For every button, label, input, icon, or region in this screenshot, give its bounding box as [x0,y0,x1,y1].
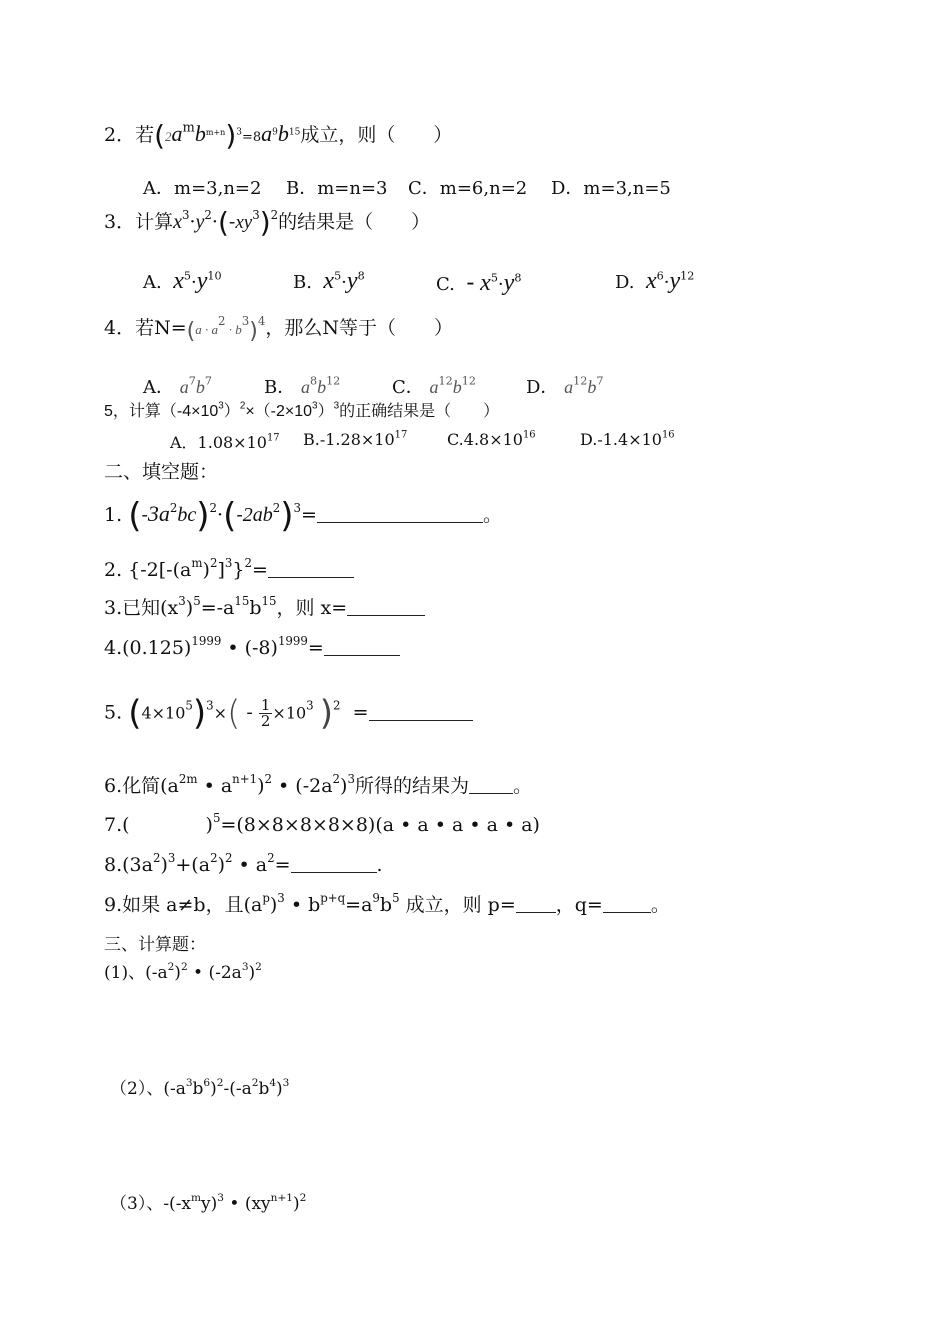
fill-5: 5. $(4\times 10^5)^3\times$( - $\frac{1}{2}$ $\times 10^3$ )$^2$ = [104,698,473,729]
option-2b: B．m=n=3 [286,178,388,199]
calc-3: （3）、$-(-x^my)^3$ • $(xy^{n+1})^2$ [110,1192,307,1214]
open-paren: ( [154,119,166,152]
fill-2: 2. $\{-2[-(a^m)^2]^3\}^2=$ [104,558,354,582]
option-3d: D. $x^6\cdot y^{12}$ [615,268,695,294]
option-4b: B． $a^8b^{12}$ [264,374,341,398]
option-3b: B. $x^5\cdot y^8$ [293,268,365,294]
fill-3: 3.已知$(x^3)^5=-a^{15}b^{15}$，则 x= [104,596,425,620]
option-5a: A．$1.08\times 10^{17}$ [170,432,280,452]
option-4d: D． $a^{12}b^7$ [526,374,604,398]
answer-blank-p[interactable] [516,894,556,913]
option-2c: C．m=6,n=2 [408,178,528,199]
option-2d: D．m=3,n=5 [551,178,671,199]
section-2-heading: 二、填空题： [104,461,219,483]
answer-blank[interactable] [291,854,377,873]
fill-8: $8.(3a^2)^3+(a^2)^2$ • $a^2=$ . [104,851,383,876]
answer-blank[interactable] [268,559,354,578]
answer-blank[interactable] [347,597,425,616]
question-3: 3．计算$x^3\cdot y^2\cdot(-xy^3)^2$的结果是（ ） [104,206,431,239]
answer-blank[interactable] [324,637,400,656]
option-2a: A．m=3,n=2 [143,178,262,199]
question-4: 4．若$N=(a \cdot a^2 \cdot b^3)^4$，那么N等于（ ） [104,314,453,344]
fill-4: $4.(0.125)^{1999}$ • $(-8)^{1999}=$ [104,636,400,660]
calc-2: （2）、$(-a^3b^6)^2-(-a^2b^4)^3$ [110,1077,290,1099]
option-5c: $C.4.8\times 10^{16}$ [447,429,536,449]
option-3c: C. - $x^5\cdot y^8$ [436,268,522,296]
calc-1: (1)、$(-a^2)^2$ • $(-2a^3)^2$ [104,961,262,983]
option-4a: A． $a^7b^7$ [143,374,212,398]
section-3-heading: 三、计算题： [104,935,206,955]
fill-9: 9.如果 a≠b，且$(a^p)^3$ • $b^{p+q}=a^9b^5$ 成立，则 p= ，q= 。 [104,891,670,916]
fill-6: 6.化简($a^{2m}$ • $a^{n+1})^2$ • $(-2a^2)^3$所得的结果为 。 [104,772,532,797]
option-5b: $B.-1.28\times 10^{17}$ [303,429,408,449]
fill-1: 1. $(-3a^2bc)^2\cdot(-2ab^2)^3=$ 。 [104,496,502,536]
question-2: 2．若$(2a^mb^{m+n})^3=8a^9b^{15}$成立，则（ ） [104,119,453,152]
answer-blank[interactable] [369,702,473,721]
answer-blank-q[interactable] [603,894,651,913]
option-5d: $D.-1.4\times 10^{16}$ [580,429,675,449]
question-2-number: 2．若 [104,124,155,146]
fill-7: 7.( )$^5$=(8×8×8×8×8)(a • a • a • a • a) [104,811,540,836]
answer-blank[interactable] [317,504,483,523]
question-5: 5，计算$(-4\times 10^3)^2\times(-2\times 10^3)^3$的正确结果是（ ） [104,400,500,420]
option-4c: C． $a^{12}b^{12}$ [392,374,476,398]
answer-blank[interactable] [469,775,513,794]
option-3a: A. $x^5\cdot y^{10}$ [143,268,222,294]
